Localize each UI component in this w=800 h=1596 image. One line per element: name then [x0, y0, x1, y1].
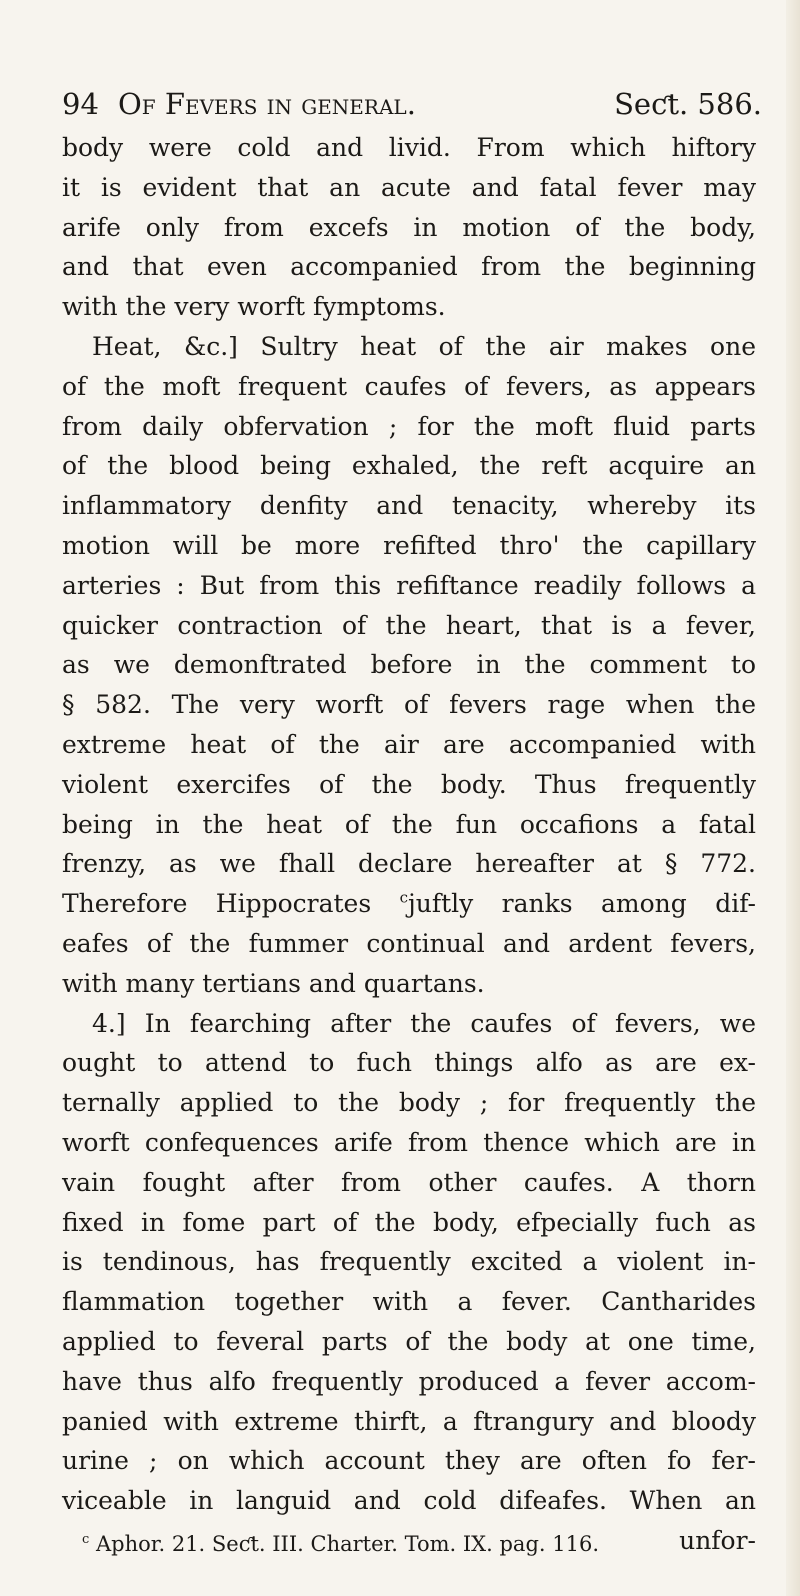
text-line: frenzy, as we fhall declare hereafter at § 772. — [62, 849, 756, 879]
running-title: Of Fevers in general. — [118, 87, 416, 121]
section-reference: Seƈt. 586. — [614, 87, 762, 121]
text-line: fixed in fome part of the body, efpecially fuch as — [62, 1207, 756, 1237]
text-line: with many tertians and quartans. — [62, 968, 485, 998]
text-line: is tendinous, has frequently excited a violent in- — [62, 1247, 756, 1277]
text-line — [62, 884, 756, 924]
footnote — [82, 1529, 599, 1559]
text-line: inflammatory denfity and tenacity, whereby its — [62, 491, 756, 521]
running-header — [62, 82, 762, 126]
text-line: of the moft frequent caufes of fevers, as appears — [62, 371, 756, 401]
text-line: as we demonftrated before in the comment to — [62, 650, 756, 680]
text-line: with the very worft fymptoms. — [62, 292, 446, 322]
text-line: Heat, &c.] Sultry heat of the air makes one — [92, 331, 756, 361]
text-line: eafes of the fummer continual and ardent fevers, — [62, 928, 756, 958]
text-line: body were cold and livid. From which hiftory — [62, 133, 756, 162]
body-text — [62, 128, 756, 1561]
text-line: of the blood being exhaled, the reft acquire an — [62, 451, 756, 481]
text-line: 4.] In fearching after the caufes of fevers, we — [92, 1008, 756, 1038]
page-edge — [786, 0, 800, 1596]
text-line: flammation together with a fever. Cantharides — [62, 1287, 756, 1317]
text-line: viceable in languid and cold difeafes. When an — [62, 1486, 756, 1516]
catchword: unfor- — [679, 1525, 756, 1555]
text-line: quicker contraction of the heart, that is a fever, — [62, 610, 756, 640]
text-line: motion will be more refifted thro' the capillary — [62, 530, 756, 560]
text-line: arteries : But from this refiftance readily follows a — [62, 570, 756, 600]
text-segment: juftly ranks among dif- — [408, 889, 757, 919]
text-line: § 582. The very worft of fevers rage when the — [62, 690, 756, 720]
text-line: it is evident that an acute and fatal fever may — [62, 172, 756, 202]
text-line: ought to attend to fuch things alfo as are ex- — [62, 1048, 756, 1078]
text-line: violent exercifes of the body. Thus frequently — [62, 769, 756, 799]
text-line: applied to feveral parts of the body at one time, — [62, 1326, 756, 1356]
text-line: have thus alfo frequently produced a fever accom- — [62, 1366, 756, 1396]
page-number: 94 — [62, 87, 99, 121]
footnote-text: Aphor. 21. Seƈt. III. Charter. Tom. IX. pag. 116. — [95, 1532, 599, 1556]
text-line: ternally applied to the body ; for frequently the — [62, 1088, 756, 1118]
text-line: from daily obfervation ; for the moft fluid parts — [62, 411, 756, 441]
text-line: and that even accompanied from the beginning — [62, 252, 756, 282]
text-line: urine ; on which account they are often fo fer- — [62, 1446, 756, 1476]
footnote-reference: c — [399, 888, 408, 907]
text-line: extreme heat of the air are accompanied with — [62, 729, 756, 759]
footnote-marker: c — [82, 1532, 90, 1547]
text-line: vain fought after from other caufes. A thorn — [62, 1167, 756, 1197]
text-line: panied with extreme thirft, a ftrangury and bloody — [62, 1406, 756, 1436]
text-line: arife only from excefs in motion of the body, — [62, 212, 756, 242]
text-line: being in the heat of the fun occafions a fatal — [62, 809, 756, 839]
text-segment: Therefore Hippocrates — [62, 889, 372, 919]
text-line: worft confequences arife from thence which are in — [62, 1127, 756, 1157]
